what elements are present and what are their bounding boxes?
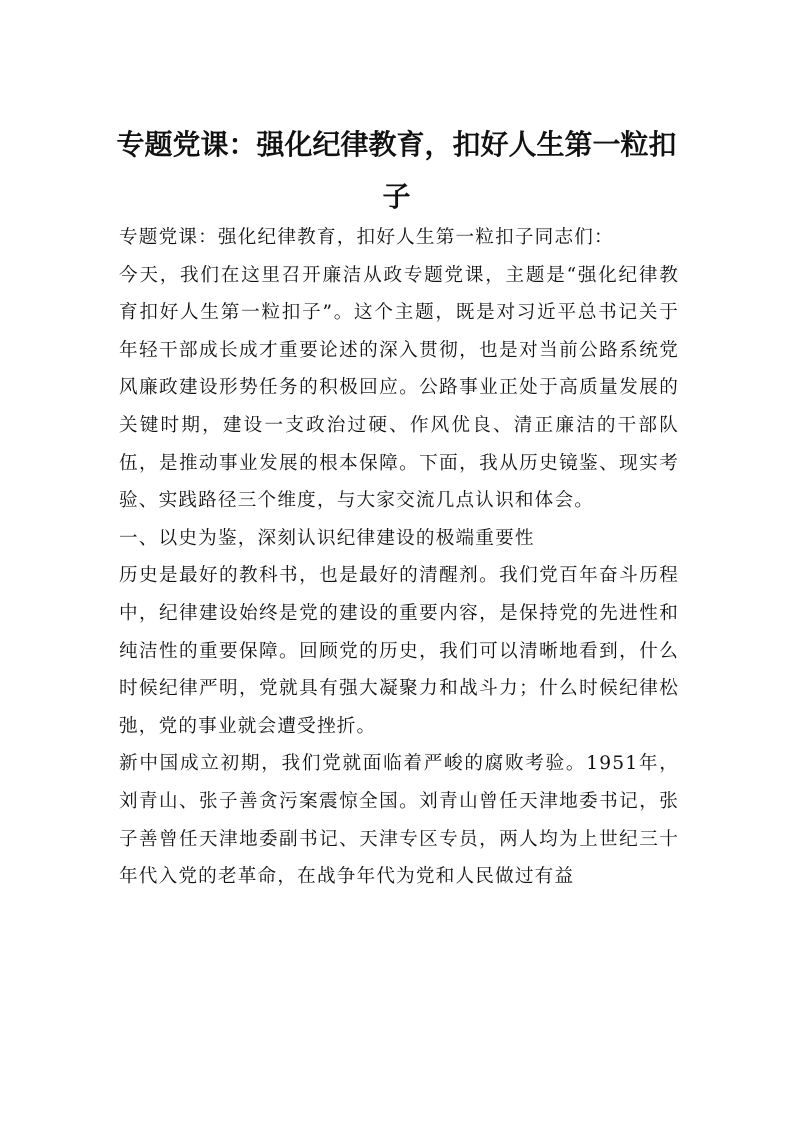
section-heading-1: 一、以史为鉴，深刻认识纪律建设的极端重要性 [119, 527, 535, 549]
paragraph-history: 历史是最好的教科书，也是最好的清醒剂。我们党百年奋斗历程中，纪律建设始终是党的建设的重要内容，是保持党的先进性和纯洁性的重要保障。回顾党的历史，我们可以清晰地看到，什么时候纪律严明，党就具有强大凝聚力和战斗力；什么时候纪律松弛，党的事业就会遭受挫折。 [119, 565, 679, 737]
paragraph-intro: 今天，我们在这里召开廉洁从政专题党课，主题是“强化纪律教育扣好人生第一粒扣子”。这个主题，既是对习近平总书记关于年轻干部成长成才重要论述的深入贯彻，也是对当前公路系统党风廉政建设形势任务的积极回应。公路事业正处于高质量发展的关键时期，建设一支政治过硬、作风优良、清正廉洁的干部队伍，是推动事业发展的根本保障。下面，我从历史镜鉴、现实考验、实践路径三个维度，与大家交流几点认识和体会。 [119, 264, 679, 512]
document-body [119, 219, 679, 896]
paragraph-case: 新中国成立初期，我们党就面临着严峻的腐败考验。1951年，刘青山、张子善贪污案震惊全国。刘青山曾任天津地委书记，张子善曾任天津地委副书记、天津专区专员，两人均为上世纪三十年代入党的老革命，在战争年代为党和人民做过有益 [119, 753, 679, 888]
document-title: 专题党课：强化纪律教育，扣好人生第一粒扣子 [116, 128, 677, 213]
paragraph-greeting: 专题党课：强化纪律教育，扣好人生第一粒扣子同志们： [119, 227, 614, 248]
